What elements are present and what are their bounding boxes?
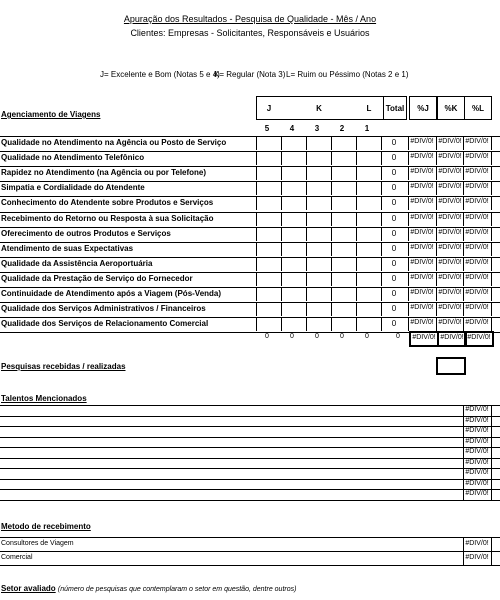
metodo-row-label: Comercial [1, 554, 33, 561]
row-total: 0 [391, 183, 397, 193]
score-cell[interactable] [256, 318, 257, 331]
score-cell[interactable] [356, 197, 357, 210]
row-pj: #DIV/0! [410, 168, 434, 176]
setor-label: Setor avaliado [1, 584, 56, 593]
score-cell[interactable] [381, 258, 382, 271]
row-pk: #DIV/0! [438, 138, 462, 145]
report-title: Apuração dos Resultados - Pesquisa de Qualidade - Mês / Ano [123, 14, 377, 24]
legend-l: L= Ruim ou Péssimo (Notas 2 e 1) [286, 70, 409, 79]
cell-divider [491, 197, 492, 210]
score-cell[interactable] [256, 243, 257, 256]
row-pk: #DIV/0! [438, 228, 462, 236]
cell-divider [491, 448, 492, 458]
score-cell[interactable] [381, 288, 382, 301]
talento-value: #DIV/0! [465, 437, 489, 445]
score-cell[interactable] [281, 228, 282, 241]
cell-divider [491, 469, 492, 479]
score-cell[interactable] [306, 273, 307, 286]
cell-divider [491, 228, 492, 241]
table-row [0, 212, 500, 226]
row-label: Qualidade dos Serviços de Relacionamento Comercial [1, 319, 209, 329]
score-cell[interactable] [306, 318, 307, 331]
row-pl: #DIV/0! [465, 228, 489, 236]
score-cell[interactable] [331, 228, 332, 241]
row-label: Conhecimento do Atendente sobre Produtos e Serviços [1, 198, 214, 208]
talento-row[interactable] [0, 468, 500, 479]
row-pj: #DIV/0! [410, 213, 434, 221]
row-label: Qualidade da Assistência Aeroportuária [1, 258, 153, 268]
row-pk: #DIV/0! [438, 289, 462, 296]
setor-note: (número de pesquisas que contemplaram o setor em questão, dentre outros) [57, 586, 297, 593]
cell-divider [491, 417, 492, 427]
cell-divider [491, 552, 492, 565]
score-cell[interactable] [256, 213, 257, 226]
score-cell[interactable] [256, 303, 257, 316]
row-pk: #DIV/0! [438, 153, 462, 161]
score-cell[interactable] [331, 137, 332, 150]
row-pk: #DIV/0! [438, 168, 462, 176]
table-row [0, 302, 500, 316]
talento-value: #DIV/0! [465, 469, 489, 476]
cell-divider [491, 152, 492, 165]
row-label: Recebimento do Retorno ou Resposta à sua Solicitação [1, 213, 214, 223]
score-cell[interactable] [281, 273, 282, 286]
total-3: 0 [315, 333, 319, 340]
group-k: K [316, 104, 322, 113]
score-cell[interactable] [356, 258, 357, 271]
talento-row[interactable] [0, 458, 500, 469]
total-pl: #DIV/0! [467, 334, 491, 341]
row-total: 0 [391, 168, 397, 178]
score-cell[interactable] [306, 152, 307, 165]
table-row [0, 196, 500, 210]
metodo-row [0, 551, 500, 565]
score-2: 2 [339, 124, 345, 133]
cell-divider [491, 213, 492, 226]
cell-divider [491, 167, 492, 180]
talento-row[interactable] [0, 437, 500, 448]
score-cell[interactable] [281, 182, 282, 195]
metodo-bottom-line [0, 565, 500, 566]
score-cell[interactable] [356, 167, 357, 180]
col-total: Total [385, 104, 405, 113]
score-cell[interactable] [381, 137, 382, 150]
score-cell[interactable] [381, 197, 382, 210]
row-pk: #DIV/0! [438, 304, 462, 312]
score-cell[interactable] [306, 288, 307, 301]
score-cell[interactable] [381, 318, 382, 331]
score-cell[interactable] [281, 152, 282, 165]
metodo-row-label: Consultores de Viagem [1, 540, 74, 547]
cell-divider [491, 182, 492, 195]
table-row [0, 272, 500, 286]
score-cell[interactable] [331, 213, 332, 226]
metodo-row-value: #DIV/0! [465, 554, 489, 561]
row-pl: #DIV/0! [465, 319, 489, 327]
table-row [0, 257, 500, 271]
row-total: 0 [391, 319, 397, 329]
score-cell[interactable] [281, 318, 282, 331]
row-total: 0 [391, 153, 397, 163]
cell-divider [491, 258, 492, 271]
row-pj: #DIV/0! [410, 198, 434, 206]
metodo-label: Metodo de recebimento [1, 522, 91, 531]
pesquisas-input[interactable] [436, 357, 466, 375]
score-4: 4 [289, 124, 295, 133]
score-cell[interactable] [356, 137, 357, 150]
row-pj: #DIV/0! [410, 153, 434, 161]
row-pk: #DIV/0! [438, 273, 462, 281]
score-cell[interactable] [281, 243, 282, 256]
score-cell[interactable] [356, 288, 357, 301]
row-label: Qualidade no Atendimento Telefônico [1, 153, 145, 163]
table-row [0, 242, 500, 256]
score-cell[interactable] [356, 273, 357, 286]
section-agenciamento: Agenciamento de Viagens [1, 110, 101, 119]
score-cell[interactable] [306, 228, 307, 241]
score-cell[interactable] [381, 303, 382, 316]
talento-value: #DIV/0! [465, 427, 489, 434]
score-5: 5 [264, 124, 270, 133]
score-cell[interactable] [281, 213, 282, 226]
row-pj: #DIV/0! [410, 273, 434, 281]
score-cell[interactable] [281, 197, 282, 210]
row-pl: #DIV/0! [465, 198, 489, 206]
score-cell[interactable] [306, 258, 307, 271]
score-cell[interactable] [381, 182, 382, 195]
row-pl: #DIV/0! [465, 138, 489, 145]
score-cell[interactable] [256, 288, 257, 301]
score-cell[interactable] [306, 182, 307, 195]
total-pk-box [437, 331, 467, 347]
total-pj-box [409, 331, 439, 347]
cell-divider [491, 406, 492, 416]
row-label: Qualidade dos Serviços Administrativos / Financeiros [1, 304, 206, 314]
score-cell[interactable] [256, 228, 257, 241]
score-cell[interactable] [331, 152, 332, 165]
row-pl: #DIV/0! [465, 289, 489, 296]
col-pj: %J [417, 104, 429, 113]
row-pl: #DIV/0! [465, 168, 489, 176]
cell-divider [491, 303, 492, 316]
cell-divider [491, 438, 492, 448]
group-l: L [366, 104, 372, 113]
row-pj: #DIV/0! [410, 138, 434, 145]
score-cell[interactable] [256, 152, 257, 165]
row-total: 0 [391, 258, 397, 268]
cell-divider [491, 318, 492, 331]
talento-row[interactable] [0, 405, 500, 416]
table-row [0, 151, 500, 165]
row-total: 0 [391, 213, 397, 223]
score-cell[interactable] [381, 167, 382, 180]
cell-divider [491, 243, 492, 256]
score-cell[interactable] [256, 182, 257, 195]
score-cell[interactable] [281, 258, 282, 271]
row-pj: #DIV/0! [410, 319, 434, 327]
total-1: 0 [365, 333, 369, 340]
row-pk: #DIV/0! [438, 258, 462, 266]
score-3: 3 [314, 124, 320, 133]
report-subtitle: Clientes: Empresas - Solicitantes, Responsáveis e Usuários [130, 28, 370, 38]
score-cell[interactable] [356, 318, 357, 331]
score-cell[interactable] [381, 243, 382, 256]
cell-divider [491, 480, 492, 490]
cell-divider [491, 288, 492, 301]
table-row [0, 317, 500, 331]
talento-value: #DIV/0! [465, 458, 489, 466]
score-cell[interactable] [256, 167, 257, 180]
score-cell[interactable] [281, 167, 282, 180]
row-pl: #DIV/0! [465, 183, 489, 191]
score-cell[interactable] [331, 318, 332, 331]
row-pj: #DIV/0! [410, 243, 434, 251]
score-cell[interactable] [306, 303, 307, 316]
row-label: Rapidez no Atendimento (na Agência ou por Telefone) [1, 168, 207, 178]
score-cell[interactable] [381, 213, 382, 226]
score-cell[interactable] [281, 137, 282, 150]
score-cell[interactable] [306, 213, 307, 226]
row-pl: #DIV/0! [465, 273, 489, 281]
row-total: 0 [391, 289, 397, 298]
score-cell[interactable] [356, 182, 357, 195]
cell-divider [491, 538, 492, 551]
talento-row[interactable] [0, 489, 500, 500]
score-cell[interactable] [281, 303, 282, 316]
total-sum: 0 [396, 333, 400, 340]
score-cell[interactable] [306, 243, 307, 256]
row-total: 0 [391, 138, 397, 147]
metodo-row [0, 537, 500, 551]
row-pl: #DIV/0! [465, 213, 489, 221]
score-cell[interactable] [356, 152, 357, 165]
score-cell[interactable] [331, 197, 332, 210]
talento-row[interactable] [0, 479, 500, 490]
score-cell[interactable] [331, 303, 332, 316]
score-cell[interactable] [331, 258, 332, 271]
score-cell[interactable] [356, 243, 357, 256]
score-cell[interactable] [256, 258, 257, 271]
cell-divider [491, 273, 492, 286]
score-cell[interactable] [331, 273, 332, 286]
score-cell[interactable] [256, 273, 257, 286]
row-pk: #DIV/0! [438, 243, 462, 251]
score-cell[interactable] [256, 197, 257, 210]
legend-k: K= Regular (Nota 3) [214, 70, 286, 79]
legend-j: J= Excelente e Bom (Notas 5 e 4) [100, 70, 220, 79]
table-row [0, 227, 500, 241]
table-row [0, 166, 500, 180]
table-row [0, 136, 500, 150]
cell-divider [491, 137, 492, 150]
row-label: Continuidade de Atendimento após a Viagem (Pós-Venda) [1, 289, 222, 298]
total-pj: #DIV/0! [412, 334, 436, 341]
cell-divider [491, 427, 492, 437]
score-cell[interactable] [306, 197, 307, 210]
talento-value: #DIV/0! [465, 448, 489, 455]
row-label: Qualidade no Atendimento na Agência ou Posto de Serviço [1, 138, 227, 147]
setor-line [1, 584, 296, 593]
row-label: Simpatia e Cordialidade do Atendente [1, 183, 145, 193]
score-cell[interactable] [256, 137, 257, 150]
total-5: 0 [265, 333, 269, 340]
group-j: J [266, 104, 272, 113]
cell-divider [491, 459, 492, 469]
talento-row[interactable] [0, 426, 500, 437]
row-pj: #DIV/0! [410, 183, 434, 191]
total-pk: #DIV/0! [440, 334, 464, 341]
row-pk: #DIV/0! [438, 183, 462, 191]
score-cell[interactable] [331, 243, 332, 256]
score-cell[interactable] [306, 137, 307, 150]
row-total: 0 [391, 304, 397, 314]
score-cell[interactable] [356, 228, 357, 241]
talento-value: #DIV/0! [465, 479, 489, 487]
talento-value: #DIV/0! [465, 490, 489, 497]
col-pl: %L [472, 104, 484, 113]
row-pl: #DIV/0! [465, 258, 489, 266]
talento-row[interactable] [0, 447, 500, 458]
score-cell[interactable] [331, 167, 332, 180]
score-cell[interactable] [306, 167, 307, 180]
row-label: Oferecimento de outros Produtos e Serviços [1, 228, 171, 238]
pesquisas-label: Pesquisas recebidas / realizadas [1, 362, 126, 371]
row-total: 0 [391, 243, 397, 253]
score-cell[interactable] [381, 273, 382, 286]
score-1: 1 [364, 124, 370, 133]
row-pl: #DIV/0! [465, 304, 489, 312]
row-label: Qualidade da Prestação de Serviço do Fornecedor [1, 273, 193, 283]
talentos-bottom-line [0, 500, 500, 501]
total-4: 0 [290, 333, 294, 340]
row-pj: #DIV/0! [410, 258, 434, 266]
total-2: 0 [340, 333, 344, 340]
talentos-label: Talentos Mencionados [1, 394, 87, 403]
row-pk: #DIV/0! [438, 319, 462, 327]
score-cell[interactable] [381, 228, 382, 241]
table-row [0, 181, 500, 195]
row-pl: #DIV/0! [465, 243, 489, 251]
row-pk: #DIV/0! [438, 213, 462, 221]
score-cell[interactable] [331, 182, 332, 195]
talento-value: #DIV/0! [465, 406, 489, 413]
cell-divider [491, 490, 492, 500]
row-pl: #DIV/0! [465, 153, 489, 161]
row-pk: #DIV/0! [438, 198, 462, 206]
total-pl-box [464, 331, 494, 347]
row-pj: #DIV/0! [410, 304, 434, 312]
col-pk: %K [444, 104, 458, 113]
row-total: 0 [391, 228, 397, 238]
row-pj: #DIV/0! [410, 289, 434, 296]
score-cell[interactable] [356, 213, 357, 226]
row-total: 0 [391, 273, 397, 283]
row-label: Atendimento de suas Expectativas [1, 243, 134, 253]
score-cell[interactable] [381, 152, 382, 165]
score-cell[interactable] [331, 288, 332, 301]
score-cell[interactable] [281, 288, 282, 301]
row-pj: #DIV/0! [410, 228, 434, 236]
talento-value: #DIV/0! [465, 416, 489, 424]
talento-row[interactable] [0, 416, 500, 427]
row-total: 0 [391, 198, 397, 208]
table-row [0, 287, 500, 301]
metodo-row-value: #DIV/0! [465, 540, 489, 547]
score-cell[interactable] [356, 303, 357, 316]
